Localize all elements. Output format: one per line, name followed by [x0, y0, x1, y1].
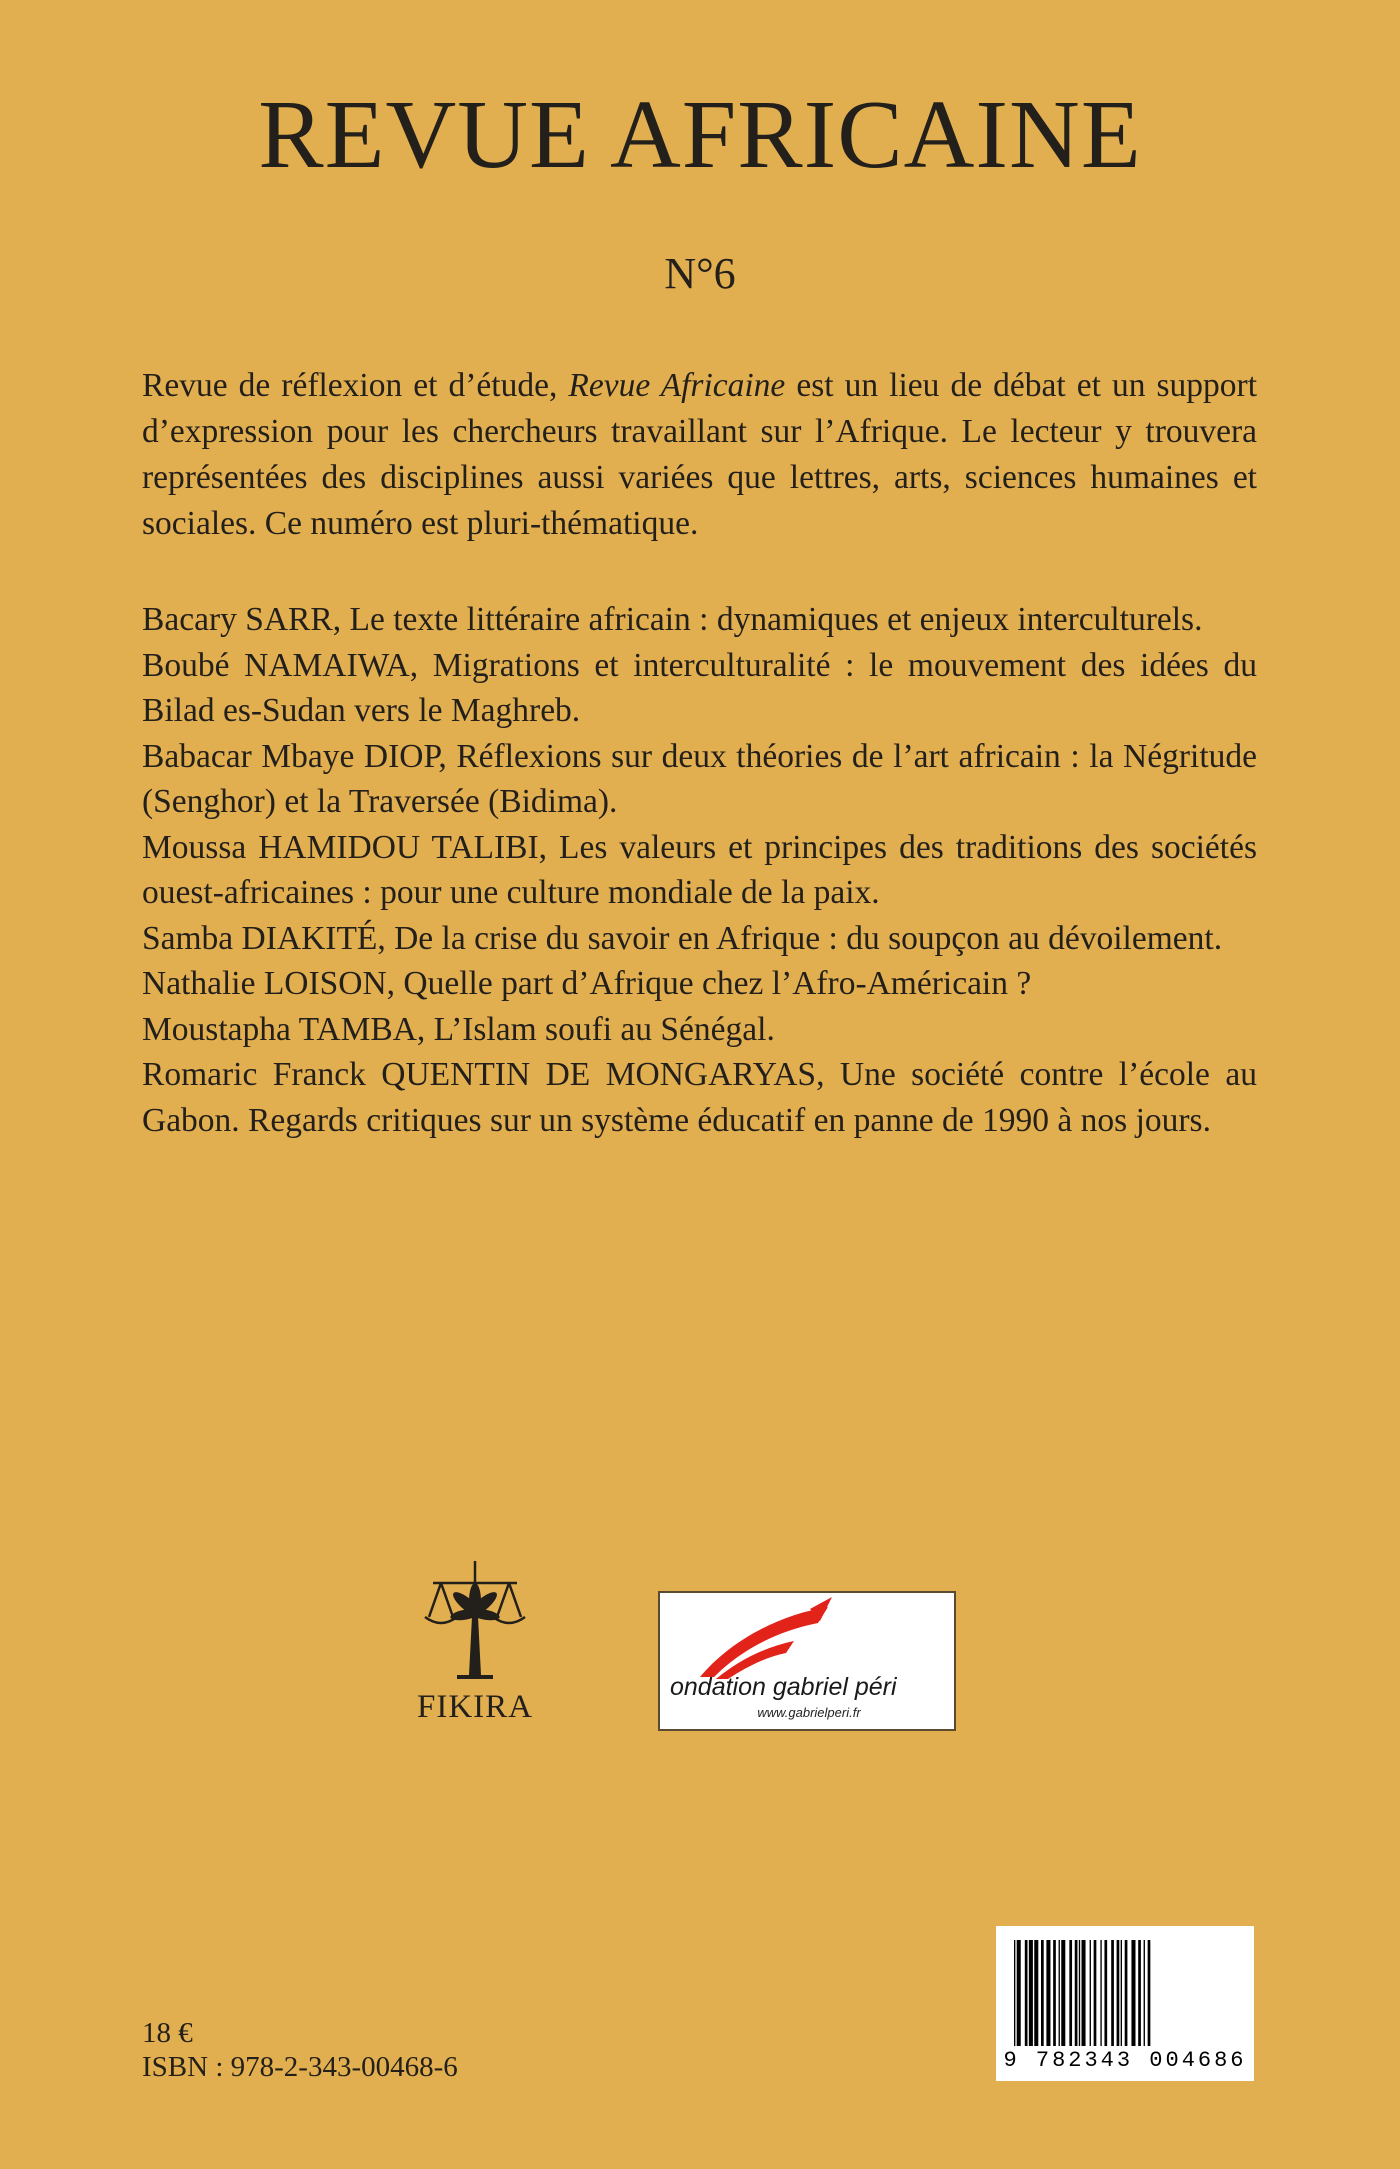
barcode-bar	[1121, 1940, 1122, 2046]
fondation-gabriel-peri-logo	[658, 1591, 956, 1731]
isbn-barcode	[996, 1926, 1254, 2081]
fondation-url: www.gabrielperi.fr	[757, 1705, 861, 1720]
barcode-bar	[1082, 1940, 1086, 2046]
intro-paragraph	[142, 363, 1257, 547]
barcode-digits: 9 782343 004686	[1003, 2048, 1247, 2073]
barcode-bar	[1061, 1940, 1065, 2046]
barcode-bar	[1025, 1940, 1028, 2046]
journal-title: REVUE AFRICAINE	[258, 81, 1142, 189]
barcode-bar	[1148, 1940, 1151, 2046]
price: 18 €	[142, 2017, 193, 2049]
barcode-bar	[1075, 1940, 1078, 2046]
barcode-bar	[1029, 1940, 1033, 2046]
barcode-bar	[1117, 1940, 1120, 2046]
barcode-bar	[1100, 1940, 1101, 2046]
contents-entry: Nathalie LOISON, Quelle part d’Afrique chez l’Afro-Américain ?	[142, 965, 1032, 1002]
barcode-bar	[1069, 1940, 1072, 2046]
barcode-bar	[1090, 1940, 1091, 2046]
intro-lead: Revue de réflexion et d’étude,	[142, 367, 569, 404]
contents-entry: Samba DIAKITÉ, De la crise du savoir en Afrique : du soupçon au dévoilement.	[142, 919, 1223, 957]
barcode-bar	[1079, 1940, 1080, 2046]
barcode-bar	[1017, 1940, 1021, 2046]
fikira-logo	[385, 1555, 565, 1726]
barcode-icon	[1014, 1940, 1236, 2046]
issue-number: N°6	[664, 249, 736, 298]
table-of-contents	[142, 597, 1257, 1143]
barcode-bar	[1014, 1940, 1015, 2046]
barcode-bar	[1138, 1940, 1141, 2046]
barcode-bar	[1034, 1940, 1038, 2046]
contents-entry: Moussa HAMIDOU TALIBI, Les valeurs et principes des traditions des sociétés ouest-africaines : pour une culture mondiale de la paix.	[142, 828, 1257, 911]
barcode-bar	[1053, 1940, 1056, 2046]
contents-entry: Moustapha TAMBA, L’Islam soufi au Sénégal.	[142, 1010, 775, 1048]
barcode-bar	[1111, 1940, 1114, 2046]
barcode-bar	[1131, 1940, 1135, 2046]
barcode-bar	[1094, 1940, 1097, 2046]
barcode-bar	[1046, 1940, 1050, 2046]
barcode-bar	[1041, 1940, 1044, 2046]
palm-tree-scales-icon	[415, 1555, 535, 1685]
intro-journal-name: Revue Africaine	[568, 367, 786, 404]
contents-entry: Babacar Mbaye DIOP, Réflexions sur deux théories de l’art africain : la Négritude (Senghor) et la Traversée (Bidima).	[142, 737, 1257, 820]
contents-entry: Boubé NAMAIWA, Migrations et interculturalité : le mouvement des idées du Bilad es-Sudan vers le Maghreb.	[142, 646, 1257, 729]
barcode-bar	[1059, 1940, 1060, 2046]
fikira-label: FIKIRA	[416, 1689, 533, 1725]
barcode-bar	[1104, 1940, 1107, 2046]
intro-rest: est un lieu de débat et un support d’expression pour les chercheurs travaillant sur l’Afrique. Le lecteur y trouvera représentées des disciplines aussi variées que lettres, arts, sciences humaines et sociales. Ce numéro est pluri-thématique.	[142, 367, 1258, 542]
fondation-name: ondation gabriel péri	[670, 1673, 897, 1701]
barcode-bar	[1144, 1940, 1145, 2046]
barcode-bar	[1125, 1940, 1128, 2046]
contents-entry: Romaric Franck QUENTIN DE MONGARYAS, Une société contre l’école au Gabon. Regards critiques sur un système éducatif en panne de 1990 à nos jours.	[142, 1056, 1257, 1139]
isbn-number: ISBN : 978-2-343-00468-6	[142, 2051, 458, 2083]
contents-entry: Bacary SARR, Le texte littéraire africain : dynamiques et enjeux interculturels.	[142, 601, 1203, 638]
